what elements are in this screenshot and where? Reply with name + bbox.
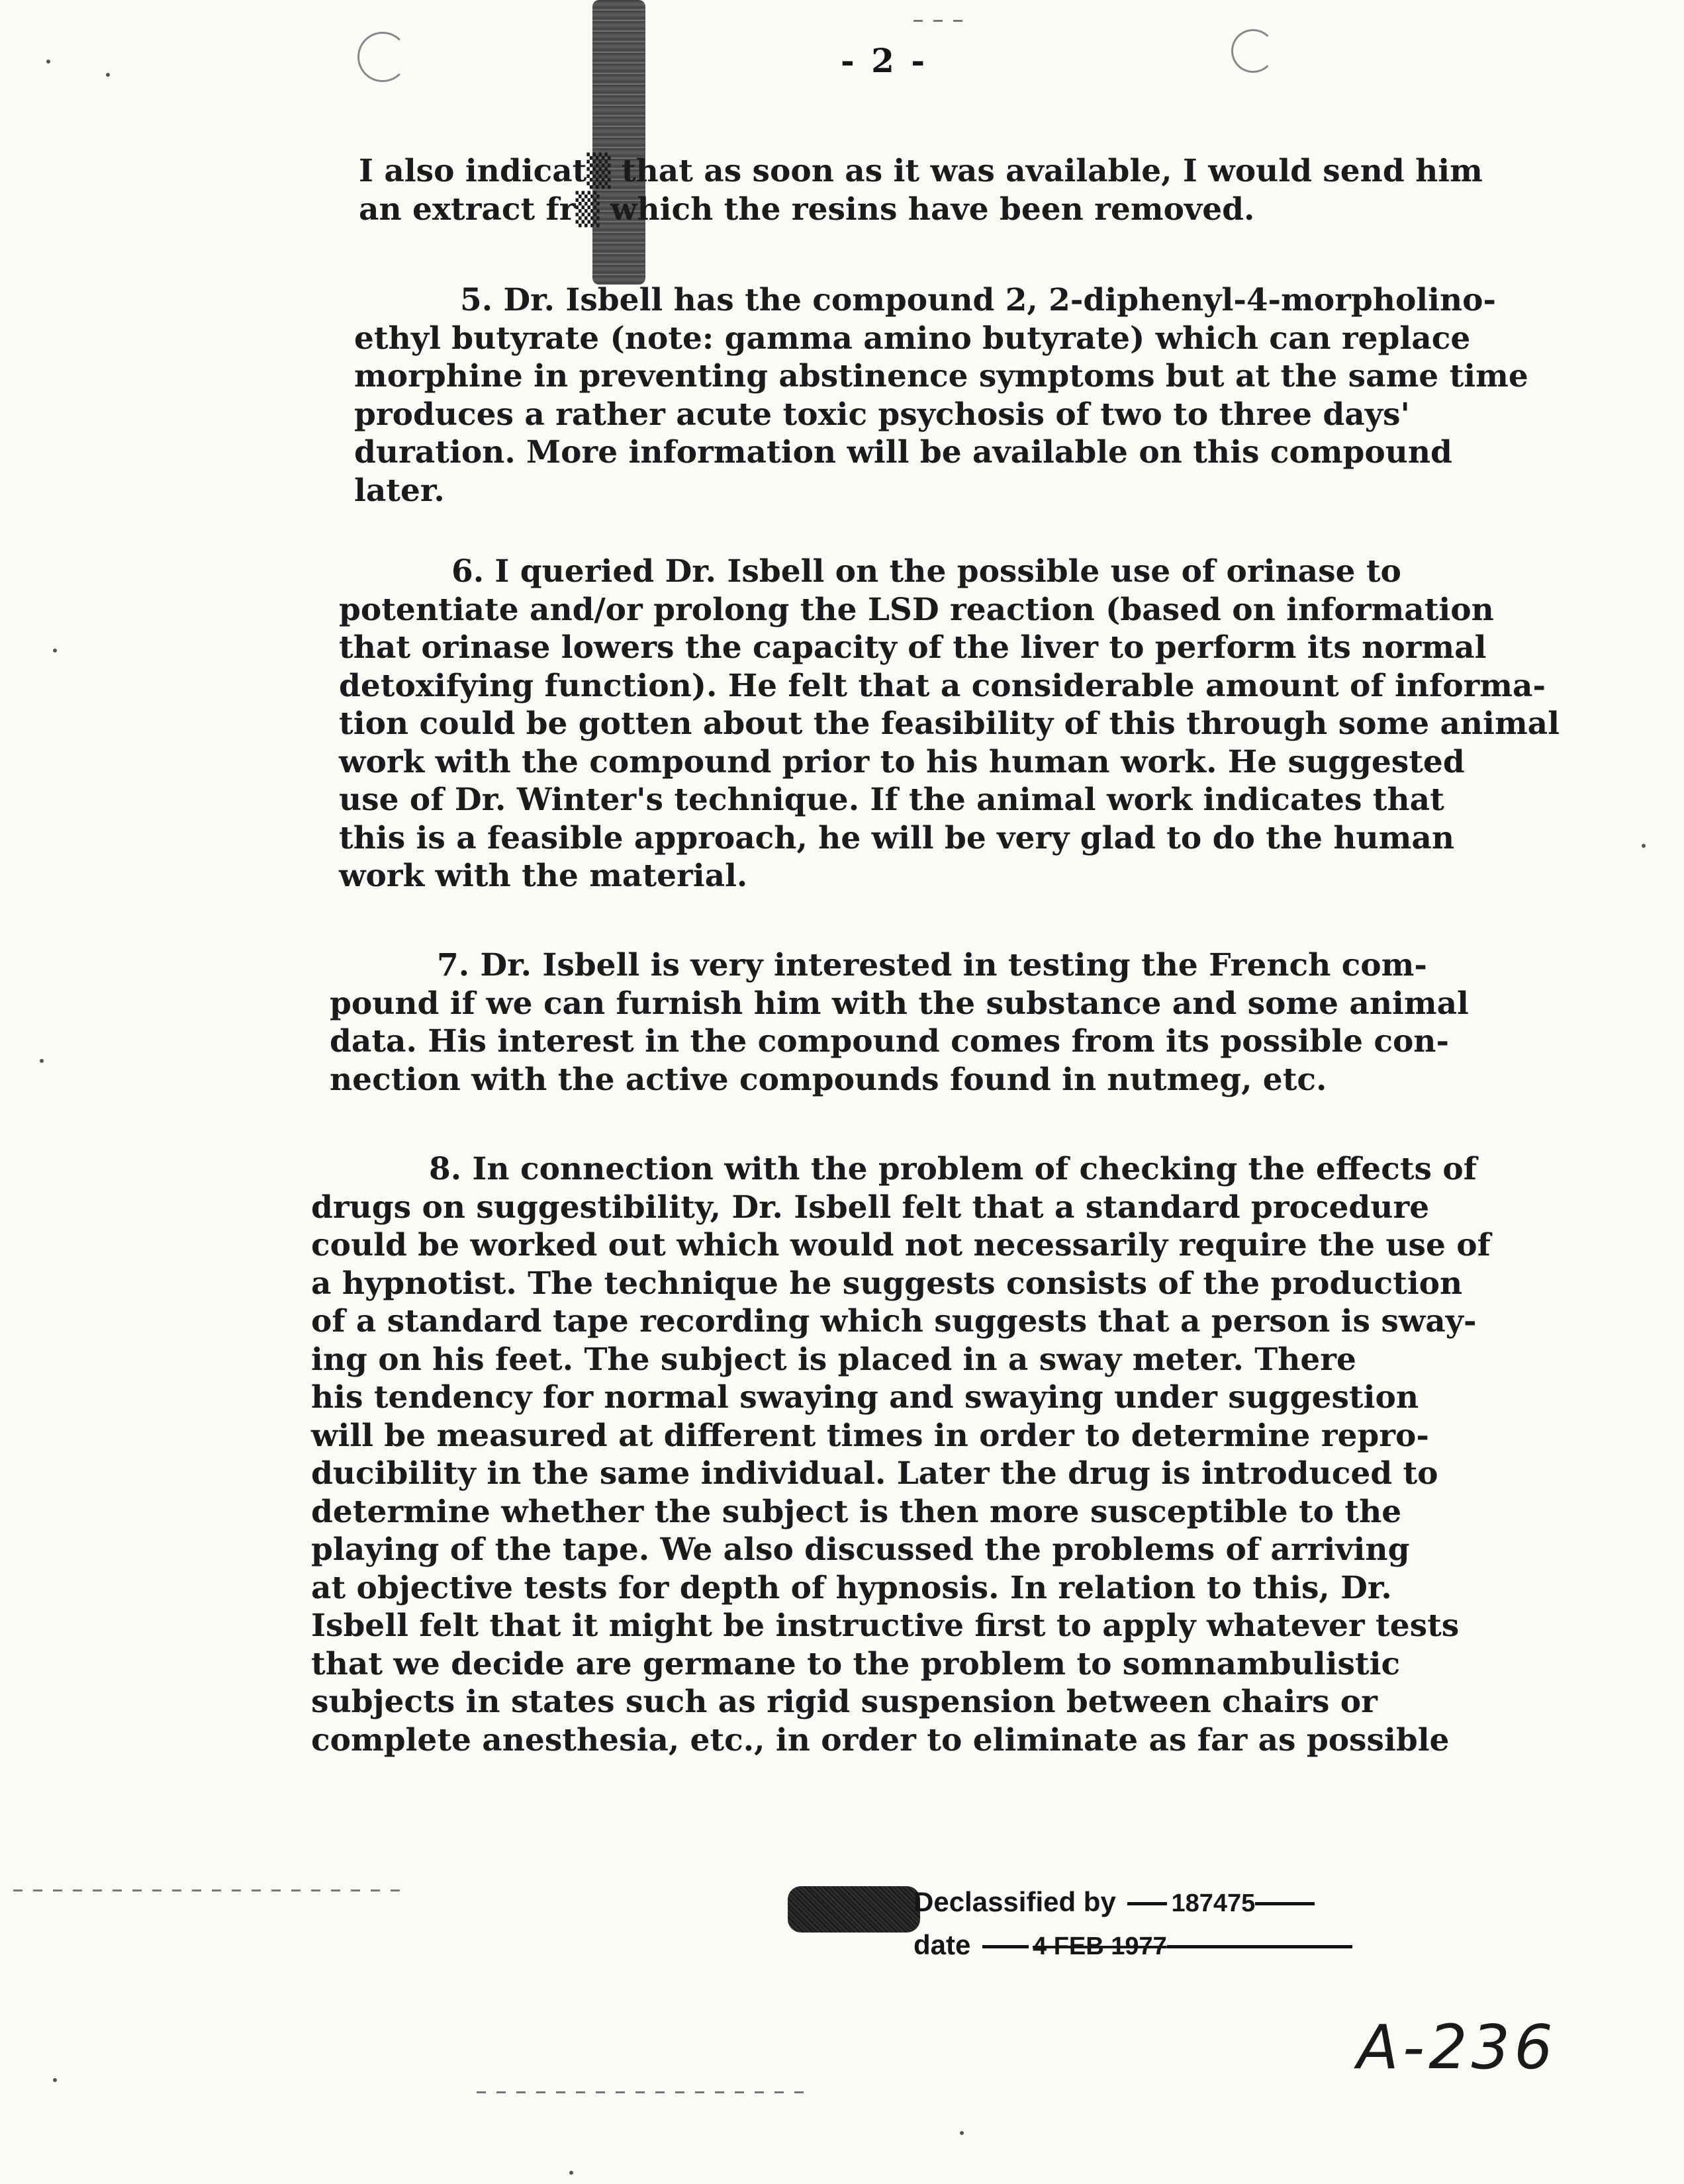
scan-speck — [46, 60, 50, 64]
text-line: this is a feasible approach, he will be very glad to do the human — [339, 819, 1455, 856]
paragraph-7 — [330, 946, 1469, 1099]
text-line: 6. I queried Dr. Isbell on the possible use of orinase to — [451, 553, 1401, 590]
text-line: ing on his feet. The subject is placed in a sway meter. There — [311, 1341, 1356, 1378]
scan-speck — [106, 73, 110, 77]
date-value: 4 FEB 1977 — [1033, 1933, 1167, 1960]
text-line: could be worked out which would not necessarily require the use of — [311, 1227, 1491, 1263]
text-line: I also indicat▒ that as soon as it was available, I would send him — [359, 153, 1483, 189]
text-line: playing of the tape. We also discussed the problems of arriving — [311, 1531, 1410, 1568]
text-line: at objective tests for depth of hypnosis. In relation to this, Dr. — [311, 1569, 1392, 1606]
declassified-value: 187475 — [1171, 1889, 1256, 1917]
text-line: will be measured at different times in order to determine repro- — [311, 1417, 1429, 1454]
text-line: complete anesthesia, etc., in order to eliminate as far as possible — [311, 1721, 1450, 1758]
redaction-blot — [788, 1886, 920, 1933]
text-line: his tendency for normal swaying and swaying under suggestion — [311, 1379, 1419, 1416]
text-line: data. His interest in the compound comes from its possible con- — [330, 1023, 1449, 1060]
text-line: work with the compound prior to his human work. He suggested — [339, 743, 1465, 780]
page-number: - 2 - — [841, 41, 928, 80]
handwritten-document-code: A-236 — [1357, 2012, 1557, 2083]
punch-hole-mark — [357, 32, 408, 82]
scan-speck — [40, 1059, 44, 1063]
text-line: that orinase lowers the capacity of the liver to perform its normal — [339, 629, 1487, 666]
scan-speck — [53, 649, 57, 653]
punch-hole-mark — [1231, 29, 1275, 73]
text-line: subjects in states such as rigid suspension between chairs or — [311, 1684, 1378, 1720]
text-line: 8. In connection with the problem of checking the effects of — [429, 1151, 1477, 1187]
stamp-rule — [982, 1945, 1029, 1948]
paragraph-6 — [339, 553, 1560, 895]
text-line: that we decide are germane to the problem to somnambulistic — [311, 1645, 1401, 1682]
text-line: nection with the active compounds found in nutmeg, etc. — [330, 1061, 1327, 1098]
text-line: use of Dr. Winter's technique. If the animal work indicates that — [339, 782, 1444, 818]
scan-dash-line — [913, 20, 973, 22]
paragraph-5 — [354, 281, 1528, 510]
scan-speck — [569, 2171, 573, 2175]
text-line: 7. Dr. Isbell is very interested in testing the French com- — [437, 947, 1427, 983]
scan-dash-line — [477, 2091, 808, 2093]
text-line: work with the material. — [339, 858, 748, 894]
scan-dash-line — [13, 1889, 410, 1891]
text-line: tion could be gotten about the feasibility of this through some animal — [339, 705, 1560, 742]
declassification-stamp — [788, 1880, 1383, 1979]
stamp-rule — [1255, 1902, 1315, 1905]
text-line: later. — [354, 472, 445, 509]
scan-smudge — [592, 0, 645, 285]
stamp-rule — [1167, 1945, 1352, 1948]
scan-speck — [53, 2078, 57, 2082]
text-line: Isbell felt that it might be instructive first to apply whatever tests — [311, 1608, 1460, 1644]
text-line: produces a rather acute toxic psychosis of two to three days' — [354, 396, 1410, 433]
text-line: ducibility in the same individual. Later the drug is introduced to — [311, 1455, 1438, 1492]
text-line: determine whether the subject is then more susceptible to the — [311, 1493, 1402, 1530]
text-line: an extract fr▒ which the resins have been removed. — [359, 191, 1255, 228]
declassified-row — [913, 1886, 1315, 1918]
text-line: potentiate and/or prolong the LSD reaction (based on information — [339, 591, 1494, 628]
text-line: morphine in preventing abstinence symptoms but at the same time — [354, 358, 1528, 394]
text-line: detoxifying function). He felt that a considerable amount of informa- — [339, 667, 1546, 704]
text-line: of a standard tape recording which suggests that a person is sway- — [311, 1303, 1477, 1340]
declassified-label: Declassified by — [913, 1886, 1116, 1917]
text-line: drugs on suggestibility, Dr. Isbell felt that a standard procedure — [311, 1189, 1430, 1226]
paragraph-intro — [359, 152, 1483, 228]
text-line: duration. More information will be available on this compound — [354, 434, 1452, 471]
text-line: 5. Dr. Isbell has the compound 2, 2-diphenyl-4-morpholino- — [460, 282, 1497, 318]
text-line: pound if we can furnish him with the substance and some animal — [330, 985, 1469, 1022]
scan-speck — [1642, 844, 1646, 848]
text-line: ethyl butyrate (note: gamma amino butyrate) which can replace — [354, 320, 1471, 357]
text-line: a hypnotist. The technique he suggests consists of the production — [311, 1265, 1463, 1302]
date-label: date — [913, 1929, 971, 1960]
paragraph-8 — [311, 1150, 1491, 1759]
stamp-rule — [1127, 1902, 1167, 1905]
date-row — [913, 1929, 1352, 1961]
scan-speck — [960, 2131, 964, 2135]
